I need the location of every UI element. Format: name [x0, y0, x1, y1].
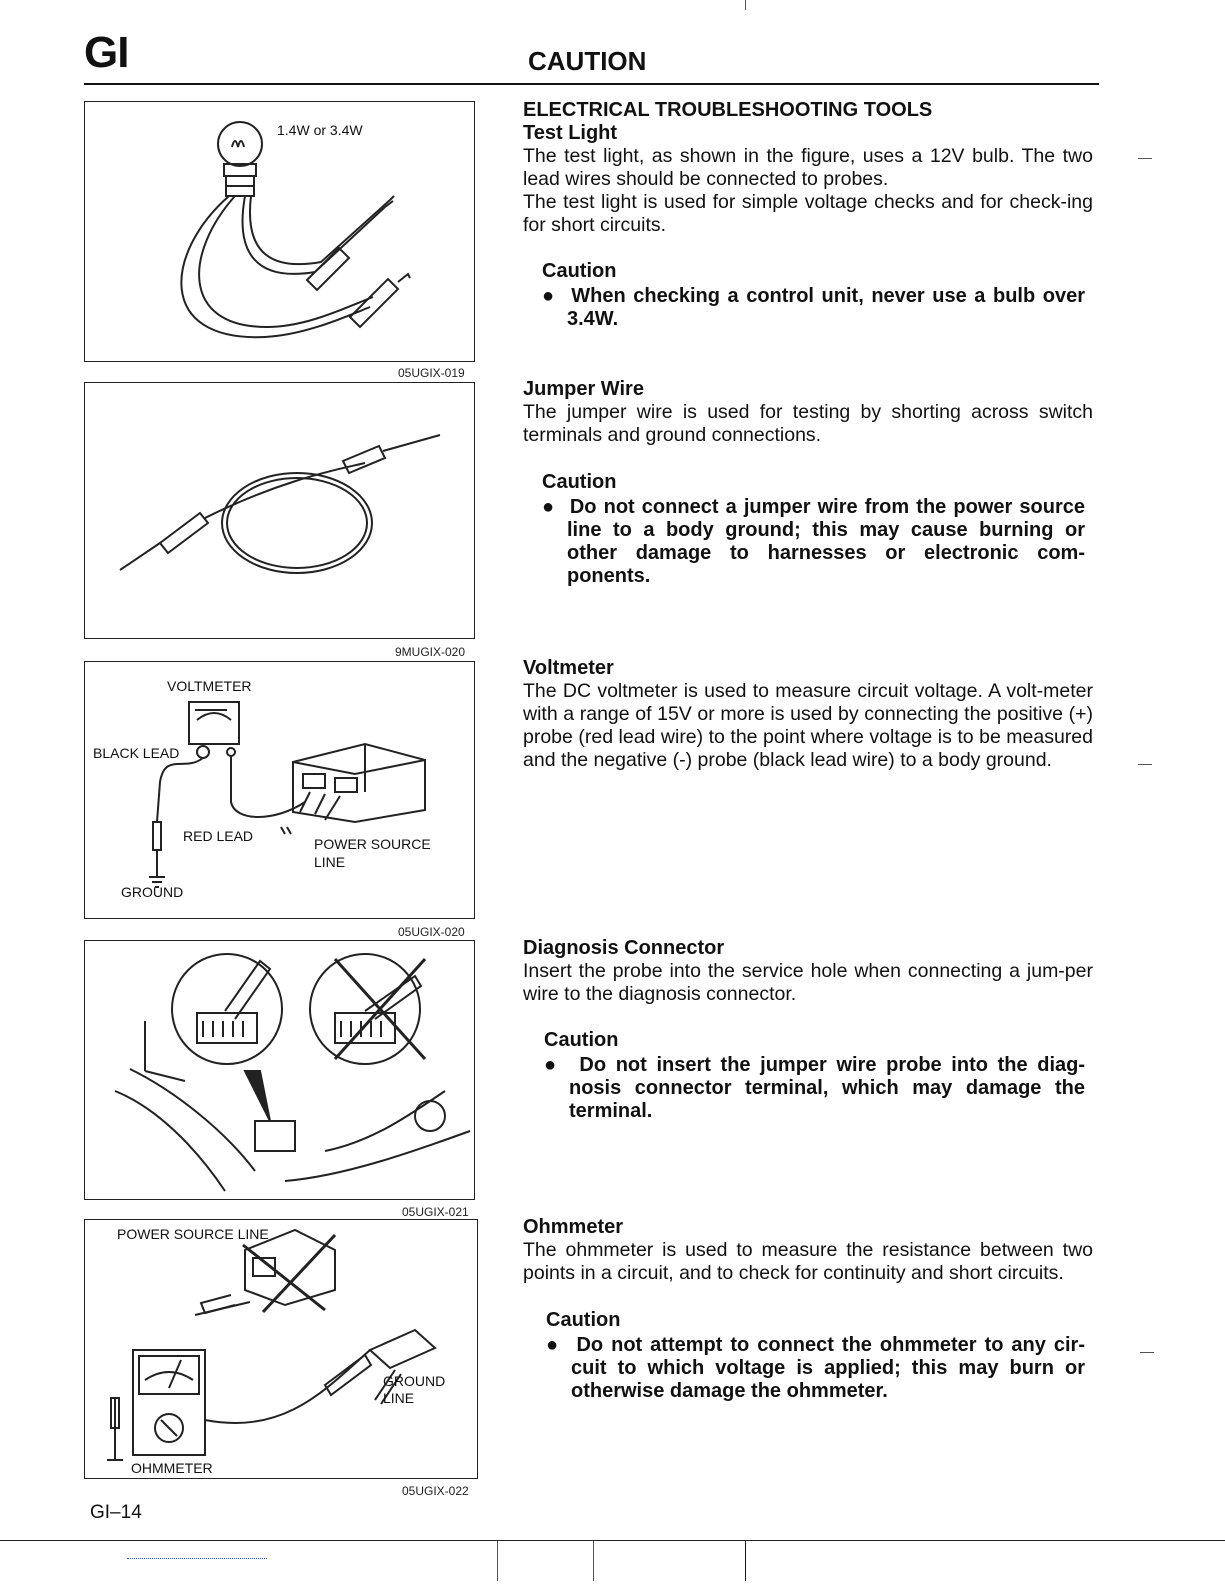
figure-code: 9MUGIX-020 — [395, 645, 466, 659]
figure-code: 05UGIX-019 — [398, 366, 465, 380]
figure-code: 05UGIX-022 — [402, 1484, 469, 1498]
footer-tick-mark — [745, 1541, 746, 1581]
paragraph: The jumper wire is used for testing by shorting across switch terminals and ground connections. — [523, 401, 1093, 446]
figure-ohmmeter — [84, 1219, 478, 1479]
power-source-label: POWER SOURCE — [314, 836, 431, 852]
top-tick-mark — [745, 0, 746, 10]
caution-title: Caution — [542, 471, 617, 493]
figure-voltmeter — [84, 661, 475, 919]
section-heading: Voltmeter — [523, 657, 614, 679]
caution-title: Caution — [546, 1309, 621, 1331]
ohmmeter-label: OHMMETER — [131, 1460, 213, 1476]
power-source-line-label: LINE — [314, 854, 346, 870]
section-code: GI — [84, 28, 129, 77]
figure-jumper-wire — [84, 382, 475, 639]
caution-block — [542, 260, 1085, 331]
paragraph: The DC voltmeter is used to measure circuit voltage. A volt-meter with a range of 15V or more is used by connecting the positive (+) probe (red lead wire) to the point where voltage is to be measured and the negative (-) probe (black lead wire) to a body ground. — [523, 680, 1093, 771]
caution-title: Caution — [544, 1029, 619, 1051]
voltmeter-label: VOLTMETER — [167, 678, 252, 694]
footer-rule — [0, 1540, 1225, 1541]
margin-tick-mark — [1138, 158, 1152, 159]
figure-diagnosis-connector — [84, 940, 475, 1200]
page-number: GI–14 — [90, 1502, 142, 1523]
section-test-light — [523, 99, 1093, 237]
diagnosis-connector-illustration — [85, 941, 474, 1199]
bullet-dot-icon: ● — [542, 285, 572, 307]
ground-label: GROUND — [383, 1373, 446, 1389]
bullet-dot-icon: ● — [544, 1054, 580, 1076]
section-jumper-wire — [523, 378, 1093, 447]
header-rule — [84, 83, 1099, 85]
section-heading: Jumper Wire — [523, 378, 644, 400]
ground-label: GROUND — [121, 884, 184, 900]
voltmeter-illustration — [85, 662, 474, 918]
caution-block — [542, 471, 1085, 588]
figure-test-light — [84, 101, 475, 362]
section-heading: Ohmmeter — [523, 1216, 624, 1238]
section-heading: Test Light — [523, 122, 618, 144]
ohmmeter-illustration — [85, 1220, 477, 1478]
footer-tick-mark — [497, 1541, 498, 1581]
red-lead-label: RED LEAD — [183, 828, 254, 844]
caution-item: ● When checking a control unit, never use a bulb over 3.4W. — [542, 285, 1085, 330]
section-diagnosis-connector — [523, 937, 1093, 1006]
bullet-dot-icon: ● — [542, 496, 570, 518]
paragraph: Insert the probe into the service hole when connecting a jum-per wire to the diagnosis connector. — [523, 960, 1093, 1005]
paragraph: The ohmmeter is used to measure the resistance between two points in a circuit, and to check for continuity and short circuits. — [523, 1239, 1093, 1284]
footer-link-underline — [127, 1557, 267, 1559]
section-ohmmeter — [523, 1216, 1093, 1285]
margin-tick-mark — [1140, 1352, 1154, 1353]
bulb-rating-label: 1.4W or 3.4W — [277, 122, 363, 138]
figure-code: 05UGIX-020 — [398, 925, 465, 939]
caution-item: ● Do not connect a jumper wire from the power source line to a body ground; this may cause burning or other damage to harnesses or electronic com-ponents. — [542, 496, 1085, 587]
test-light-illustration — [85, 102, 474, 361]
bullet-dot-icon: ● — [546, 1334, 577, 1356]
black-lead-label: BLACK LEAD — [93, 745, 180, 761]
page-title: CAUTION — [528, 46, 647, 76]
margin-tick-mark — [1138, 764, 1152, 765]
paragraph: The test light, as shown in the figure, uses a 12V bulb. The two lead wires should be connected to probes. — [523, 145, 1093, 190]
main-heading: ELECTRICAL TROUBLESHOOTING TOOLS — [523, 99, 933, 121]
caution-item: ● Do not attempt to connect the ohmmeter to any cir-cuit to which voltage is applied; this may burn or otherwise damage the ohmmeter. — [546, 1334, 1085, 1402]
jumper-wire-illustration — [85, 383, 474, 638]
power-source-line-label: POWER SOURCE LINE — [117, 1226, 269, 1242]
caution-block — [544, 1029, 1085, 1123]
section-voltmeter — [523, 657, 1093, 772]
ground-line-label: LINE — [383, 1390, 415, 1406]
section-heading: Diagnosis Connector — [523, 937, 725, 959]
caution-title: Caution — [542, 260, 617, 282]
caution-item: ● Do not insert the jumper wire probe into the diag-nosis connector terminal, which may damage the terminal. — [544, 1054, 1085, 1122]
footer-tick-mark — [593, 1541, 594, 1581]
caution-block — [546, 1309, 1085, 1403]
figure-code: 05UGIX-021 — [402, 1205, 469, 1219]
paragraph: The test light is used for simple voltage checks and for check-ing for short circuits. — [523, 191, 1093, 236]
